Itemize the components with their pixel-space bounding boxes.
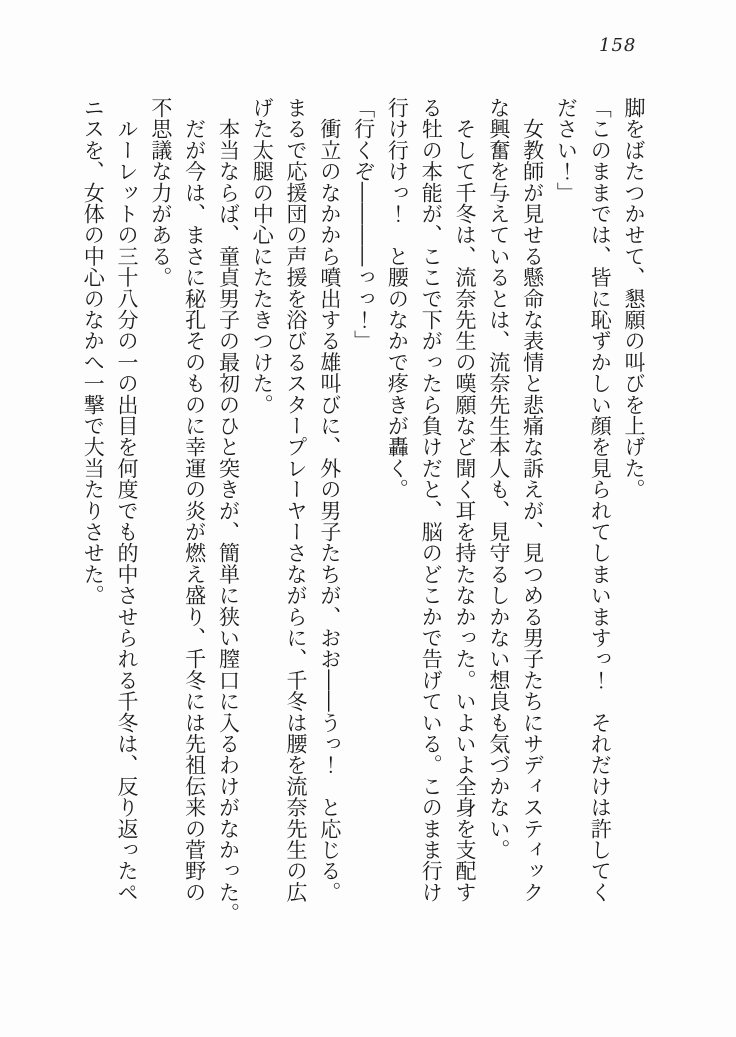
page-number: 158 — [599, 35, 637, 56]
text-column: げた太腿の中心にたたきつけた。 — [250, 97, 275, 415]
text-column: 脚をばたつかせて、懇願の叫びを上げた。 — [622, 97, 646, 500]
text-column: る牡の本能が、ここで下がったら負けだと、脳のどこかで告げている。このまま行け — [419, 97, 444, 903]
text-column: そして千冬は、流奈先生の嘆願など聞く耳を持たなかった。いよいよ全身を支配す — [453, 97, 478, 903]
text-column: ルーレットの三十八分の一の出目を何度でも的中させられる千冬は、反り返ったペ — [115, 97, 140, 903]
text-column: ださい！」 — [554, 97, 579, 203]
text-column: 衝立のなかから噴出する雄叫びに、外の男子たちが、おお――うっ！ と応じる。 — [317, 97, 342, 903]
text-column: 女教師が見せる懸命な表情と悲痛な訴えが、見つめる男子たちにサディスティック — [520, 97, 545, 903]
text-column: だが今は、まさに秘孔そのものに幸運の炎が燃え盛り、千冬には先祖伝来の菅野の — [182, 97, 207, 903]
text-column: ニスを、女体の中心のなかへ一撃で大当たりさせた。 — [81, 97, 106, 606]
text-column: な興奮を与えているとは、流奈先生本人も、見守るしかない想良も気づかない。 — [486, 97, 511, 861]
text-column: 行け行けっ！ と腰のなかで疼きが轟く。 — [385, 97, 410, 500]
text-block — [75, 97, 650, 931]
text-column: まるで応援団の声援を浴びるスタープレーヤーさながらに、千冬は腰を流奈先生の広 — [284, 97, 309, 903]
text-column: 不思議な力がある。 — [148, 97, 173, 288]
text-column: 「行くぞ――――っっ！」 — [351, 97, 376, 352]
text-column: 本当ならば、童貞男子の最初のひと突きが、簡単に狭い膣口に入るわけがなかった。 — [216, 97, 241, 924]
text-column: 「このままでは、皆に恥ずかしい顔を見られてしまいますっ！ それだけは許してく — [588, 97, 613, 903]
